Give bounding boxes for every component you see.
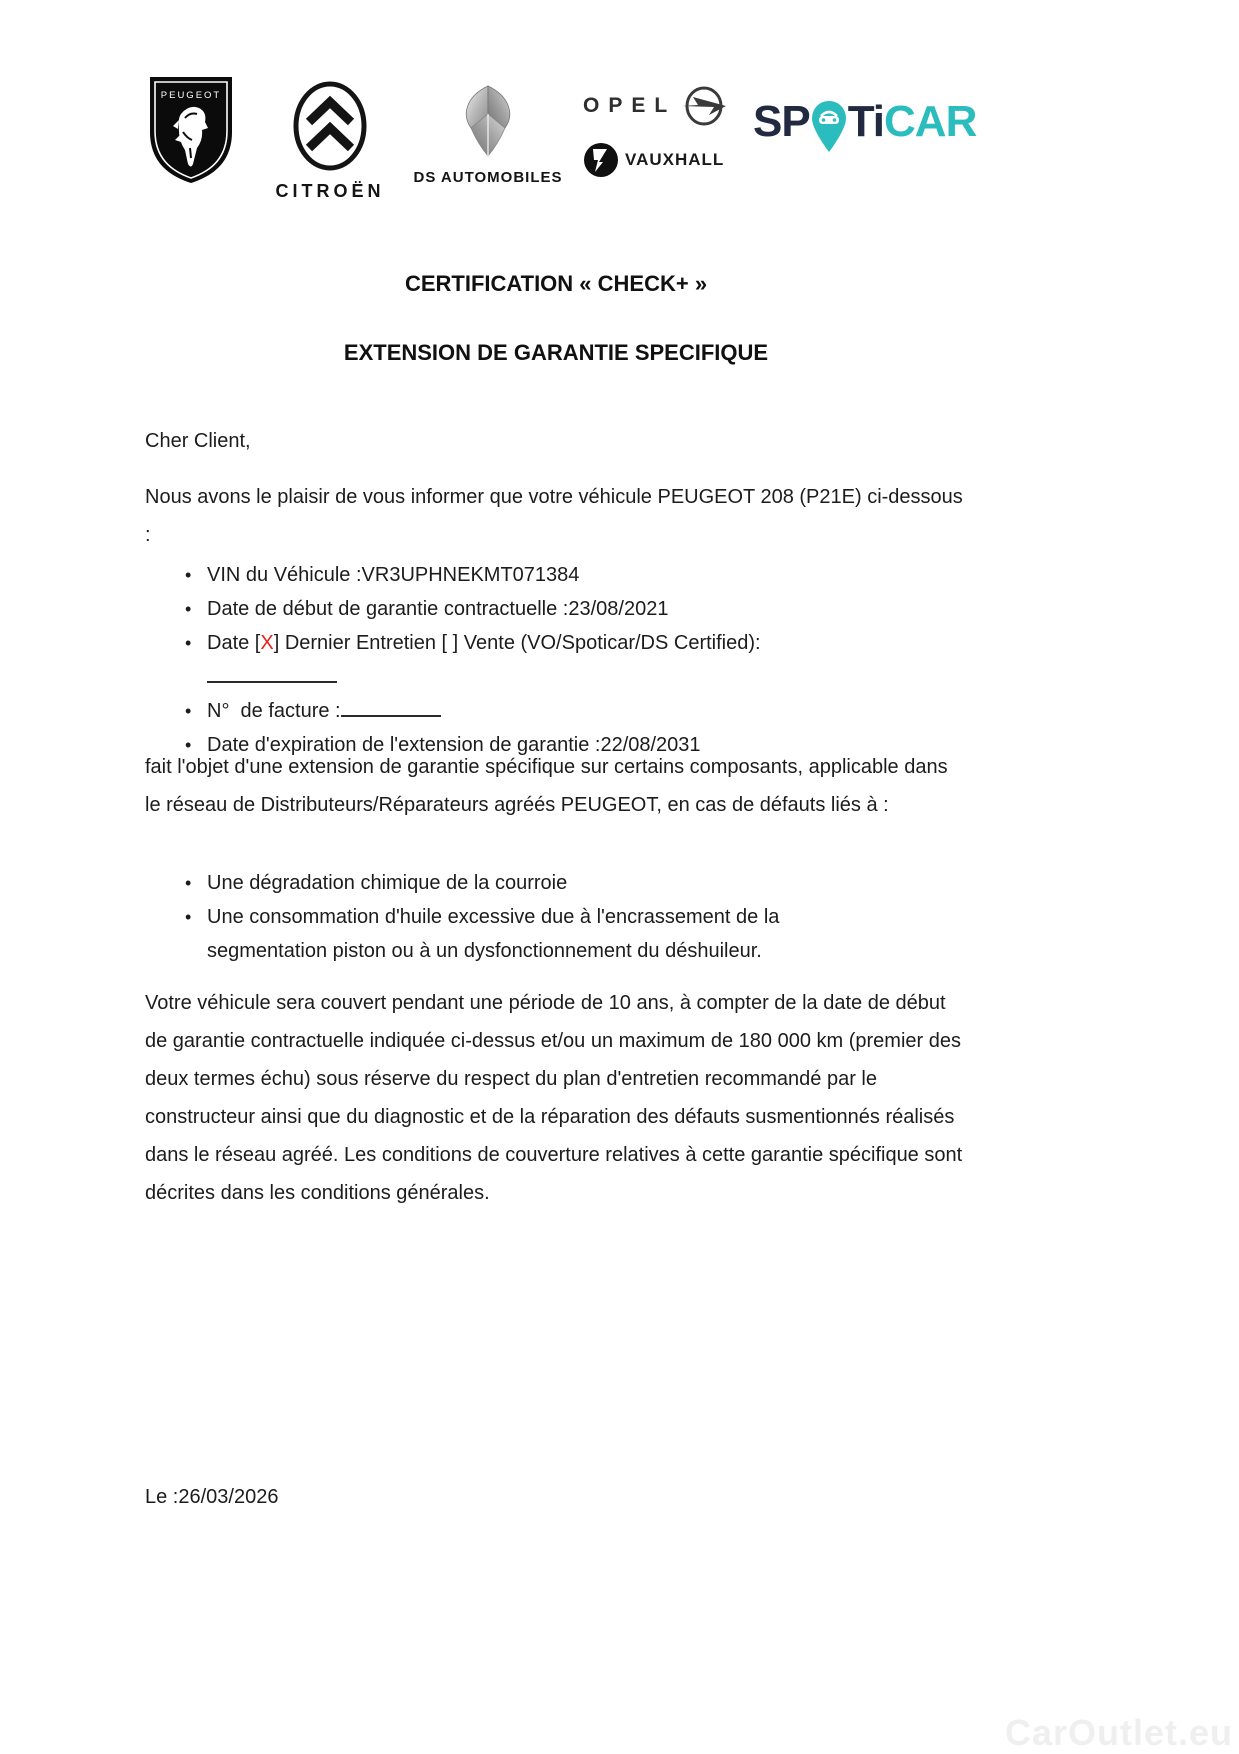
- spoticar-wordmark-ti: Ti: [847, 97, 885, 146]
- vehicle-details-list: [145, 558, 865, 762]
- invoice-blank-field: [341, 697, 441, 717]
- checked-x-mark: X: [260, 632, 274, 654]
- list-item-warranty-start: [145, 592, 865, 626]
- oil-consumption-text: Une consommation d'huile excessive due à l'encrassement de la segmentation piston ou à un dysfonctionnement du déshuileur.: [207, 906, 780, 962]
- vauxhall-griffin-icon: [583, 142, 619, 178]
- warranty-object-paragraph: fait l'objet d'une extension de garantie spécifique sur certains composants, applicable dans le réseau de Distributeurs/Réparateurs agréés PEUGEOT, en cas de défauts liés à :: [145, 756, 948, 816]
- document-date: Le :26/03/2026: [145, 1486, 279, 1508]
- bullet-marker: •: [185, 565, 192, 585]
- date-checkbox-line: [207, 626, 865, 694]
- intro-paragraph: Nous avons le plaisir de vous informer que votre véhicule PEUGEOT 208 (P21E) ci-dessous :: [145, 486, 963, 546]
- citroen-chevrons-icon: [282, 80, 378, 172]
- bullet-marker: •: [185, 735, 192, 755]
- citroen-logo: [275, 80, 385, 202]
- opel-blitz-icon: [682, 86, 726, 126]
- coverage-terms-paragraph: Votre véhicule sera couvert pendant une période de 10 ans, à compter de la date de début de garantie contractuelle indiquée ci-dessus et/ou un maximum de 180 000 km (premier des deux termes échu) sous réserve du respect du plan d'entretien recommandé par le constructeur ainsi que du diagnostic et de la réparation des défauts susmentionnés réalisés dans le réseau agréé. Les conditions de couverture relatives à cette garantie spécifique sont décrites dans les conditions générales.: [145, 992, 963, 1204]
- certification-title: CERTIFICATION « CHECK+ »: [404, 271, 708, 296]
- ds-emblem-icon: [449, 84, 527, 158]
- ds-wordmark: DS AUTOMOBILES: [413, 169, 563, 186]
- invoice-label: N° de facture :: [207, 700, 341, 722]
- date-checkbox-pre: Date [: [207, 632, 261, 654]
- list-item-date-checkboxes: [145, 626, 865, 694]
- opel-wordmark: OPEL: [583, 94, 677, 117]
- peugeot-wordmark: PEUGEOT: [160, 90, 222, 101]
- spoticar-wordmark-sp: SP: [753, 97, 810, 146]
- vin-value: VIN du Véhicule :VR3UPHNEKMT071384: [207, 564, 580, 586]
- vauxhall-logo: [583, 142, 743, 178]
- list-item-vin: [145, 558, 865, 592]
- list-item-oil-consumption: [145, 900, 865, 968]
- invoice-number-line: [207, 694, 865, 728]
- vauxhall-wordmark: VAUXHALL: [625, 150, 725, 169]
- opel-vauxhall-logos: [583, 86, 743, 178]
- bullet-marker: •: [185, 907, 192, 927]
- bullet-marker: •: [185, 873, 192, 893]
- list-item-invoice-number: [145, 694, 865, 728]
- citroen-wordmark: CITROËN: [275, 181, 385, 201]
- list-item-belt-degradation: [145, 866, 865, 900]
- warranty-extension-subtitle: EXTENSION DE GARANTIE SPECIFIQUE: [343, 340, 769, 365]
- warranty-start-value: Date de début de garantie contractuelle :23/08/2021: [207, 598, 669, 620]
- spoticar-logo: [753, 97, 977, 154]
- bullet-marker: •: [185, 599, 192, 619]
- caroutlet-watermark: CarOutlet.eu: [1004, 1712, 1233, 1753]
- belt-degradation-text: Une dégradation chimique de la courroie: [207, 872, 568, 894]
- spoticar-wordmark-car: CAR: [884, 97, 977, 146]
- peugeot-shield-icon: [145, 74, 237, 186]
- date-checkbox-post: ] Dernier Entretien [ ] Vente (VO/Spoticar/DS Certified):: [273, 632, 761, 654]
- expiry-date-value: Date d'expiration de l'extension de garantie :22/08/2031: [207, 734, 701, 756]
- salutation: Cher Client,: [145, 430, 251, 452]
- peugeot-logo: [145, 74, 237, 191]
- opel-logo: [583, 86, 743, 126]
- bullet-marker: •: [185, 701, 192, 721]
- bullet-marker: •: [185, 633, 192, 653]
- covered-defects-list: [145, 866, 865, 968]
- ds-automobiles-logo: [413, 84, 563, 186]
- spoticar-pin-car-icon: [811, 100, 847, 154]
- date-blank-field: [207, 663, 337, 683]
